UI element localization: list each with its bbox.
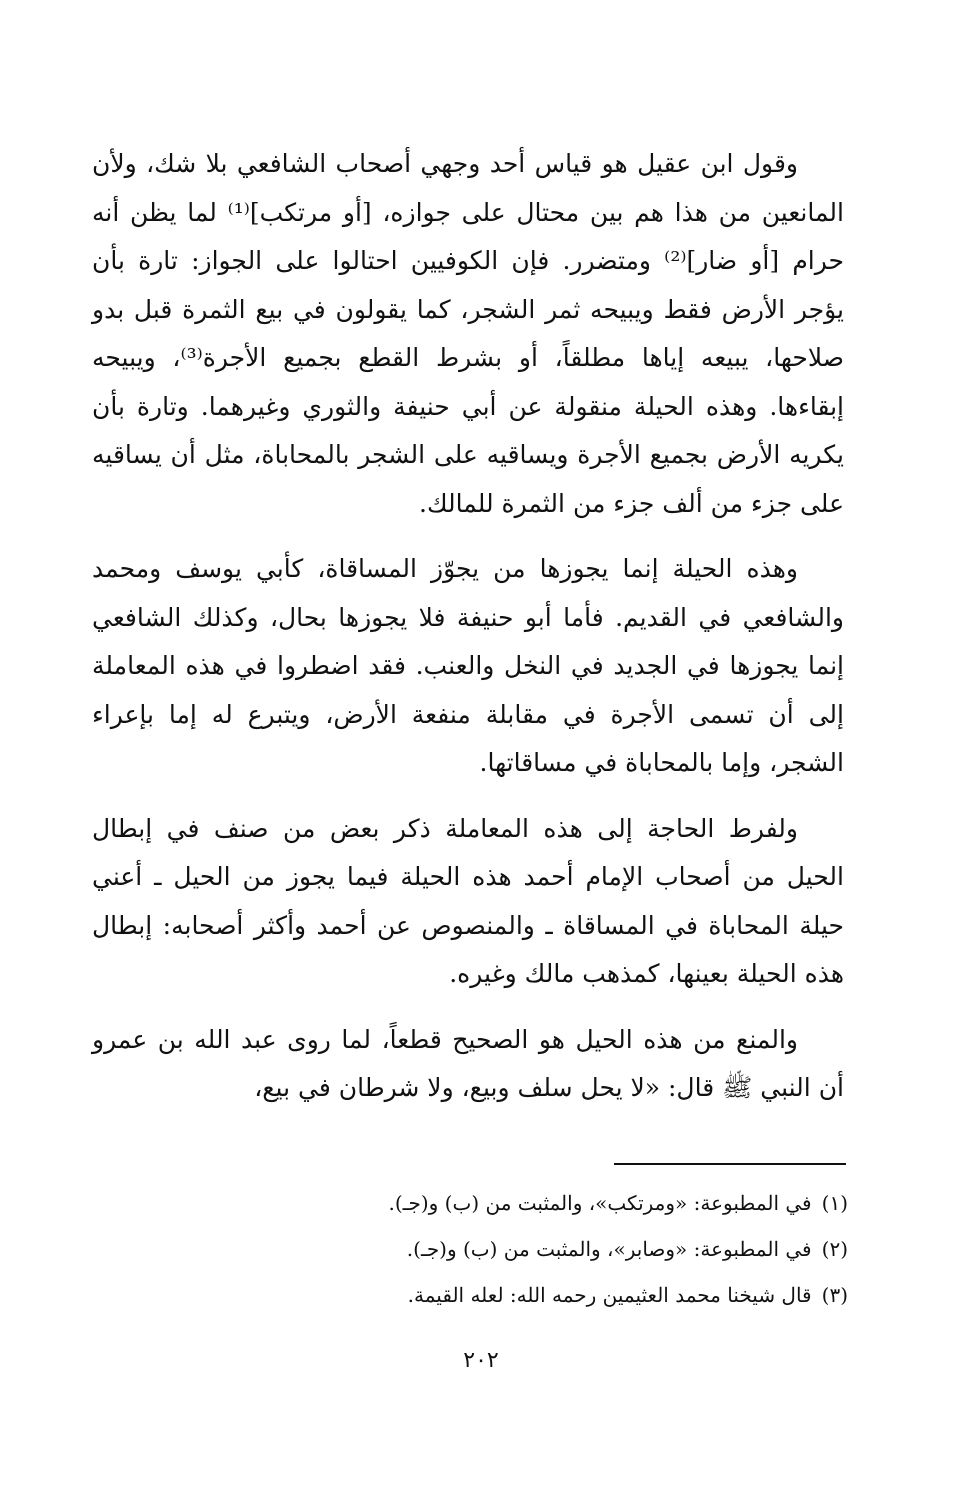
footnotes xyxy=(92,1180,848,1318)
footnote-text: في المطبوعة: «وصابر»، والمثبت من (ب) و(جـ). xyxy=(406,1237,812,1261)
paragraph-2-text: وهذه الحيلة إنما يجوزها من يجوّز المساقاة، كأبي يوسف ومحمد والشافعي في القديم. فأما أبو حنيفة فلا يجوزها بحال، وكذلك الشافعي إنما يجوزها في الجديد في النخل والعنب. فقد اضطروا في هذه المعاملة إلى أن تسمى الأجرة في مقابلة منفعة الأرض، ويتبرع له إما بإعراء الشجر، وإما بالمحاباة في مساقاتها. xyxy=(92,554,844,777)
paragraph-1 xyxy=(92,140,844,528)
paragraph-4-text: والمنع من هذه الحيل هو الصحيح قطعاً، لما روى عبد الله بن عمرو أن النبي ﷺ قال: «لا يحل سلف وبيع، ولا شرطان في بيع، xyxy=(92,1024,844,1102)
footnote-1 xyxy=(92,1180,848,1226)
footnote-3 xyxy=(92,1272,848,1318)
footnote-number: (٣) xyxy=(821,1283,848,1307)
main-text xyxy=(92,140,844,1130)
paragraph-3-text: ولفرط الحاجة إلى هذه المعاملة ذكر بعض من صنف في إبطال الحيل من أصحاب الإمام أحمد هذه الحيلة فيما يجوز من الحيل ـ أعني حيلة المحاباة في المساقاة ـ والمنصوص عن أحمد وأكثر أصحابه: إبطال هذه الحيلة بعينها، كمذهب مالك وغيره. xyxy=(92,813,844,988)
page-number: ٢٠٢ xyxy=(463,1348,499,1373)
footnote-number: (١) xyxy=(821,1191,848,1215)
paragraph-4 xyxy=(92,1016,844,1113)
paragraph-2 xyxy=(92,545,844,788)
footnote-2 xyxy=(92,1226,848,1272)
footnote-number: (٢) xyxy=(821,1237,848,1261)
footnote-text: قال شيخنا محمد العثيمين رحمه الله: لعله القيمة. xyxy=(407,1283,812,1307)
footnote-separator xyxy=(614,1163,846,1165)
footnote-text: في المطبوعة: «ومرتكب»، والمثبت من (ب) و(جـ). xyxy=(388,1191,812,1215)
paragraph-1-text: وقول ابن عقيل هو قياس أحد وجهي أصحاب الشافعي بلا شك، ولأن المانعين من هذا هم بين محتال على جوازه، [أو مرتكب]⁽¹⁾ لما يظن أنه حرام [أو ضار]⁽²⁾ ومتضرر. فإن الكوفيين احتالوا على الجواز: تارة بأن يؤجر الأرض فقط ويبيحه ثمر الشجر، كما يقولون في بيع الثمرة قبل بدو صلاحها، يبيعه إياها مطلقاً، أو بشرط القطع بجميع الأجرة⁽³⁾، ويبيحه إبقاءها. وهذه الحيلة منقولة عن أبي حنيفة والثوري وغيرهما. وتارة بأن يكريه الأرض بجميع الأجرة ويساقيه على الشجر بالمحاباة، مثل أن يساقيه على جزء من ألف جزء من الثمرة للمالك. xyxy=(92,149,844,518)
paragraph-3 xyxy=(92,805,844,999)
